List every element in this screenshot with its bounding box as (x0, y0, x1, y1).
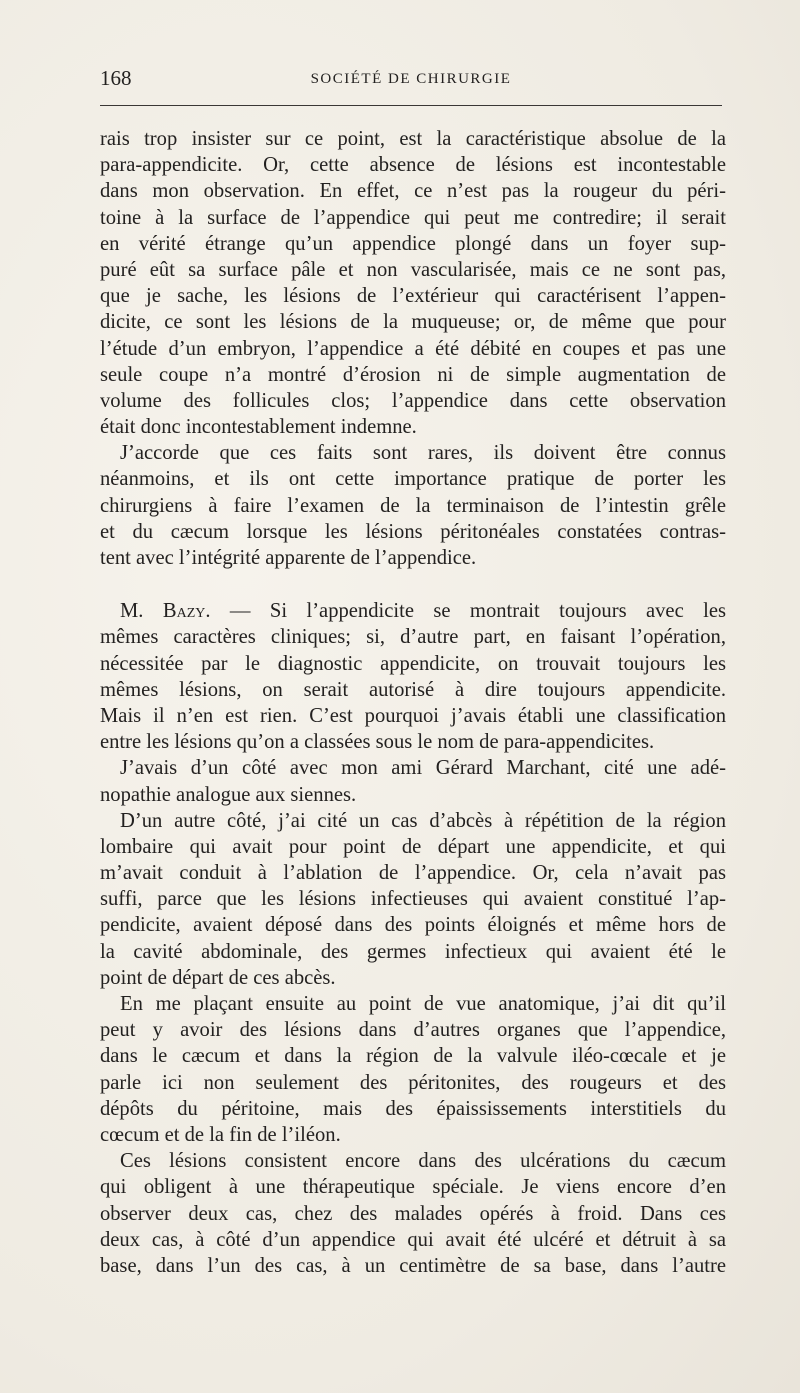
text-line: dans le cæcum et dans la région de la valvule iléo-cœcale et je (100, 1045, 726, 1068)
text-line: puré eût sa surface pâle et non vascularisée, mais ce ne sont pas, (100, 258, 726, 281)
text-line: lombaire qui avait pour point de départ une appendicite, et qui (100, 835, 726, 858)
text-line: nopathie analogue aux siennes. (100, 783, 357, 806)
text-line: cœcum et de la fin de l’iléon. (100, 1123, 341, 1146)
text-line: qui obligent à une thérapeutique spéciale. Je viens encore d’en (100, 1176, 726, 1199)
text-line: l’étude d’un embryon, l’appendice a été débité en coupes et pas une (100, 337, 726, 360)
text-line: toine à la surface de l’appendice qui peut me contredire; il serait (100, 206, 726, 229)
text-line: point de départ de ces abcès. (100, 966, 336, 989)
page-header (100, 66, 722, 94)
text-line (100, 598, 726, 624)
text-line: la cavité abdominale, des germes infectieux qui avaient été le (100, 940, 726, 963)
text-line: observer deux cas, chez des malades opérés à froid. Dans ces (100, 1202, 726, 1225)
text-line: mêmes caractères cliniques; si, d’autre part, en faisant l’opération, (100, 626, 726, 649)
text-line: suffi, parce que les lésions infectieuses qui avaient constitué l’ap- (100, 888, 726, 911)
text-line: néanmoins, et ils ont cette importance pratique de porter les (100, 468, 726, 491)
text-line: Mais il n’en est rien. C’est pourquoi j’avais établi une classification (100, 704, 726, 727)
text-line: m’avait conduit à l’ablation de l’appendice. Or, cela n’avait pas (100, 862, 726, 885)
text-line: seule coupe n’a montré d’érosion ni de simple augmentation de (100, 363, 726, 386)
text-line: chirurgiens à faire l’examen de la terminaison de l’intestin grêle (100, 494, 726, 517)
text-line: et du cæcum lorsque les lésions péritonéales constatées contras- (100, 520, 726, 543)
text-line: Ces lésions consistent encore dans des ulcérations du cæcum (120, 1150, 726, 1173)
paragraph (100, 440, 726, 571)
text-line: J’avais d’un côté avec mon ami Gérard Marchant, cité une adé- (120, 757, 726, 780)
paragraph (100, 1148, 726, 1279)
text-line: J’accorde que ces faits sont rares, ils doivent être connus (120, 442, 726, 465)
text-line: volume des follicules clos; l’appendice dans cette observation (100, 389, 726, 412)
text-line: tent avec l’intégrité apparente de l’appendice. (100, 547, 477, 569)
text-line: nécessitée par le diagnostic appendicite, on trouvait toujours les (100, 652, 726, 675)
text-line: que je sache, les lésions de l’extérieur qui caractérisent l’appen- (100, 285, 726, 308)
page-number: 168 (100, 66, 132, 90)
running-title: SOCIÉTÉ DE CHIRURGIE (310, 71, 512, 87)
text-line: dans mon observation. En effet, ce n’est pas la rougeur du péri- (100, 180, 726, 203)
text-line: dépôts du péritoine, mais des épaississements interstitiels du (100, 1097, 726, 1120)
text-line: était donc incontestablement indemne. (100, 416, 417, 439)
text-line: deux cas, à côté d’un appendice qui avait été ulcéré et détruit à sa (100, 1228, 726, 1251)
header-rule (100, 105, 722, 106)
text-line: peut y avoir des lésions dans d’autres organes que l’appendice, (100, 1019, 726, 1042)
text-line: rais trop insister sur ce point, est la caractéristique absolue de la (100, 128, 726, 150)
text-line: entre les lésions qu’on a classées sous le nom de para-appendicites. (100, 731, 655, 754)
paragraph (100, 991, 726, 1148)
paragraph (100, 755, 726, 807)
speaker-name: M. Bazy. (120, 600, 211, 623)
text-line: D’un autre côté, j’ai cité un cas d’abcès à répétition de la région (120, 809, 726, 832)
text-line: parle ici non seulement des péritonites, des rougeurs et des (100, 1071, 726, 1094)
paragraph-gap (100, 571, 726, 598)
text-line: mêmes lésions, on serait autorisé à dire toujours appendicite. (100, 678, 726, 701)
text-line: base, dans l’un des cas, à un centimètre de sa base, dans l’autre (100, 1254, 726, 1277)
text-line: En me plaçant ensuite au point de vue anatomique, j’ai dit qu’il (120, 993, 726, 1015)
paragraph (100, 808, 726, 991)
body-text (100, 126, 726, 1279)
text-line: en vérité étrange qu’un appendice plongé dans un foyer sup- (100, 232, 726, 255)
text-line: para-appendicite. Or, cette absence de lésions est incontestable (100, 154, 726, 177)
paragraph (100, 598, 726, 755)
text-line: pendicite, avaient déposé dans des points éloignés et même hors de (100, 914, 726, 937)
text-line: dicite, ce sont les lésions de la muqueuse; or, de même que pour (100, 311, 726, 334)
paragraph (100, 126, 726, 440)
speaker-text: — Si l’appendicite se montrait toujours avec les (210, 600, 726, 623)
